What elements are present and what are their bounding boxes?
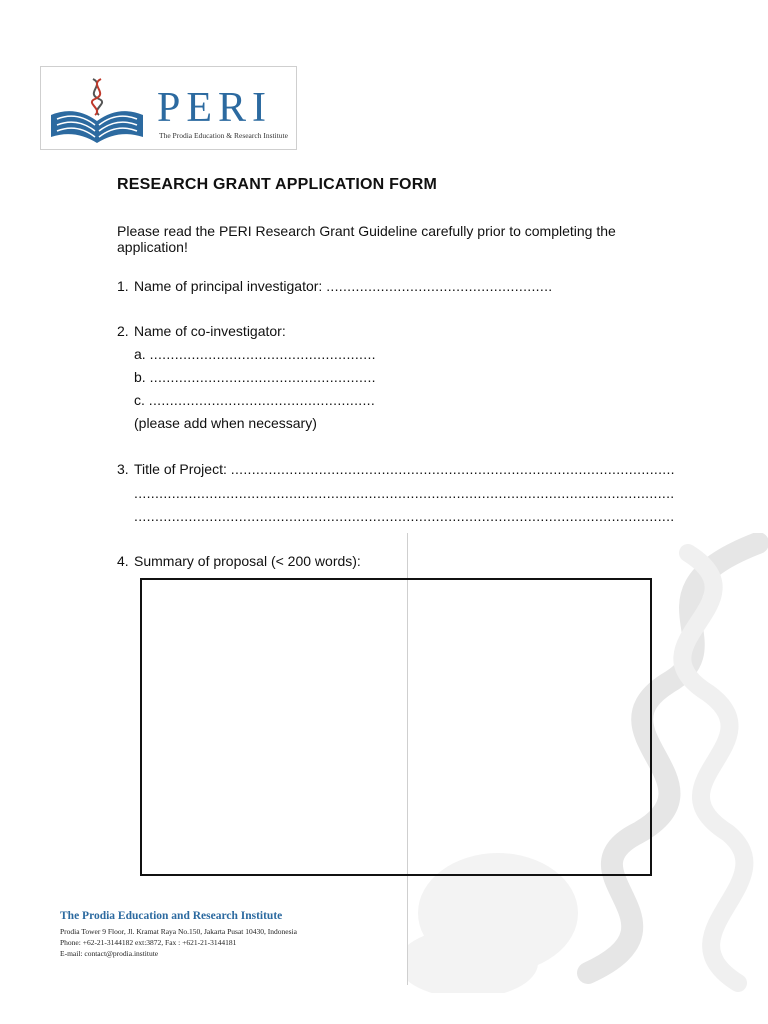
q2-item-a-field[interactable]: ...................................................... <box>149 346 376 362</box>
q3-answer-field-3[interactable]: ................................................................................................................................. <box>134 508 675 524</box>
q2-item-b-field[interactable]: ...................................................... <box>149 369 376 385</box>
form-intro: Please read the PERI Research Grant Guideline carefully prior to completing the application! <box>117 223 616 255</box>
q3-answer-field-1[interactable]: .......................................................................................................... <box>230 461 675 477</box>
q1-row <box>134 278 552 294</box>
footer-address: Prodia Tower 9 Floor, Jl. Kramat Raya No.150, Jakarta Pusat 10430, Indonesia <box>60 927 297 936</box>
q2-item-letter: b. <box>134 369 146 385</box>
q4-label: Summary of proposal (< 200 words): <box>134 553 361 569</box>
footer <box>60 910 297 959</box>
q2-label: Name of co-investigator: <box>134 323 286 339</box>
footer-phone: Phone: +62-21-3144182 ext:3872, Fax : +621-21-3144181 <box>60 938 237 947</box>
q2-item-letter: c. <box>134 392 145 408</box>
q2-item-letter: a. <box>134 346 146 362</box>
q3-row <box>134 461 675 477</box>
form-title: RESEARCH GRANT APPLICATION FORM <box>117 176 437 193</box>
peri-logo <box>40 66 297 150</box>
summary-textbox[interactable] <box>140 578 652 876</box>
q1-label: Name of principal investigator: <box>134 278 323 294</box>
q2-note: (please add when necessary) <box>134 415 317 431</box>
footer-org: The Prodia Education and Research Institute <box>60 910 283 922</box>
q2-item-b <box>134 369 376 385</box>
q1-number: 1. <box>117 278 129 294</box>
q1-answer-field[interactable]: ...................................................... <box>326 278 553 294</box>
open-book-dna-icon <box>47 75 151 147</box>
q3-label: Title of Project: <box>134 461 227 477</box>
q4-number: 4. <box>117 553 129 569</box>
q2-item-c-field[interactable]: ...................................................... <box>148 392 376 408</box>
q3-number: 3. <box>117 461 129 477</box>
q3-answer-field-2[interactable]: ................................................................................................................................. <box>134 485 675 501</box>
footer-email: E-mail: contact@prodia.institute <box>60 949 159 958</box>
logo-wordmark: PERI <box>157 85 273 131</box>
logo-subtitle: The Prodia Education & Research Institute <box>159 131 288 140</box>
q2-item-a <box>134 346 376 362</box>
q2-item-c <box>134 392 375 408</box>
q2-number: 2. <box>117 323 129 339</box>
